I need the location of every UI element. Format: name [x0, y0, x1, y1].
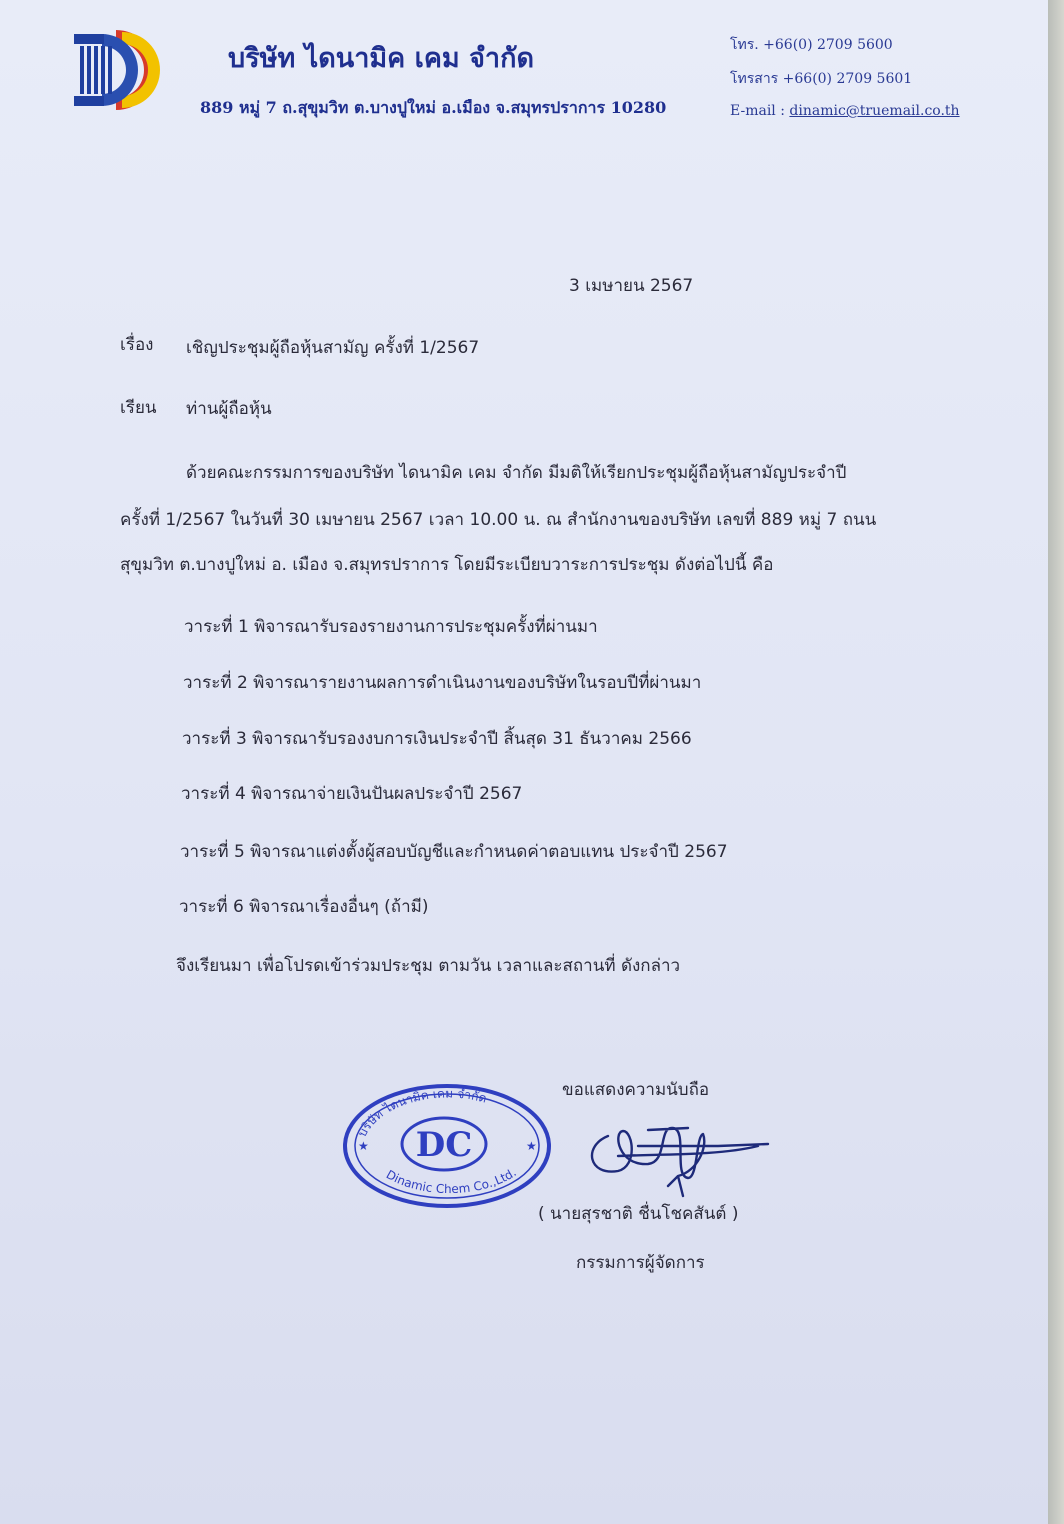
paragraph-line: ด้วยคณะกรรมการของบริษัท ไดนามิค เคม จำกัด มีมติให้เรียกประชุมผู้ถือหุ้นสามัญประจำปี	[186, 463, 847, 483]
star-icon: ★	[526, 1139, 537, 1153]
subject-text: เชิญประชุมผู้ถือหุ้นสามัญ ครั้งที่ 1/2567	[186, 338, 480, 358]
subject-label: เรื่อง	[120, 335, 154, 355]
to-text: ท่านผู้ถือหุ้น	[186, 399, 272, 419]
contact-email	[730, 103, 960, 119]
company-logo	[72, 28, 188, 112]
star-icon: ★	[358, 1139, 369, 1153]
stamp-bottom-text: Dinamic Chem Co.,Ltd.	[383, 1165, 519, 1197]
to-label: เรียน	[120, 398, 157, 418]
company-stamp	[340, 1080, 554, 1210]
paragraph-line: ครั้งที่ 1/2567 ในวันที่ 30 เมษายน 2567 เวลา 10.00 น. ณ สำนักงานของบริษัท เลขที่ 889 หมู่ 7 ถนน	[120, 510, 877, 530]
email-label: E-mail :	[730, 103, 790, 119]
letter-date: 3 เมษายน 2567	[569, 276, 694, 296]
table-edge	[1048, 0, 1064, 1524]
paragraph-line: สุขุมวิท ต.บางปูใหม่ อ. เมือง จ.สมุทรปราการ โดยมีระเบียบวาระการประชุม ดังต่อไปนี้ คือ	[120, 555, 774, 575]
contact-phone: โทร. +66(0) 2709 5600	[730, 37, 893, 53]
agenda-item: วาระที่ 5 พิจารณาแต่งตั้งผู้สอบบัญชีและกำหนดค่าตอบแทน ประจำปี 2567	[180, 842, 728, 862]
agenda-item: วาระที่ 1 พิจารณารับรองรายงานการประชุมครั้งที่ผ่านมา	[184, 617, 598, 637]
company-name: บริษัท ไดนามิค เคม จำกัด	[228, 43, 534, 74]
agenda-item: วาระที่ 4 พิจารณาจ่ายเงินปันผลประจำปี 2567	[181, 784, 523, 804]
signature-scribble	[578, 1116, 778, 1204]
signer-name: ( นายสุรชาติ ชื่นโชคสันต์ )	[538, 1204, 739, 1224]
stamp-center-text: DC	[415, 1125, 473, 1165]
company-address: 889 หมู่ 7 ถ.สุขุมวิท ต.บางปูใหม่ อ.เมือง จ.สมุทรปราการ 10280	[200, 98, 667, 117]
agenda-item: วาระที่ 2 พิจารณารายงานผลการดำเนินงานของบริษัทในรอบปีที่ผ่านมา	[183, 673, 702, 693]
signer-title: กรรมการผู้จัดการ	[576, 1253, 705, 1273]
agenda-item: วาระที่ 6 พิจารณาเรื่องอื่นๆ (ถ้ามี)	[179, 897, 429, 917]
contact-fax: โทรสาร +66(0) 2709 5601	[730, 71, 913, 87]
closing-line: จึงเรียนมา เพื่อโปรดเข้าร่วมประชุม ตามวัน เวลาและสถานที่ ดังกล่าว	[176, 956, 681, 976]
regards: ขอแสดงความนับถือ	[562, 1080, 710, 1100]
stamp-top-text: บริษัท ไดนามิค เคม จำกัด	[354, 1086, 489, 1140]
agenda-item: วาระที่ 3 พิจารณารับรองงบการเงินประจำปี สิ้นสุด 31 ธันวาคม 2566	[182, 729, 692, 749]
email-link[interactable]: dinamic@truemail.co.th	[789, 103, 960, 119]
